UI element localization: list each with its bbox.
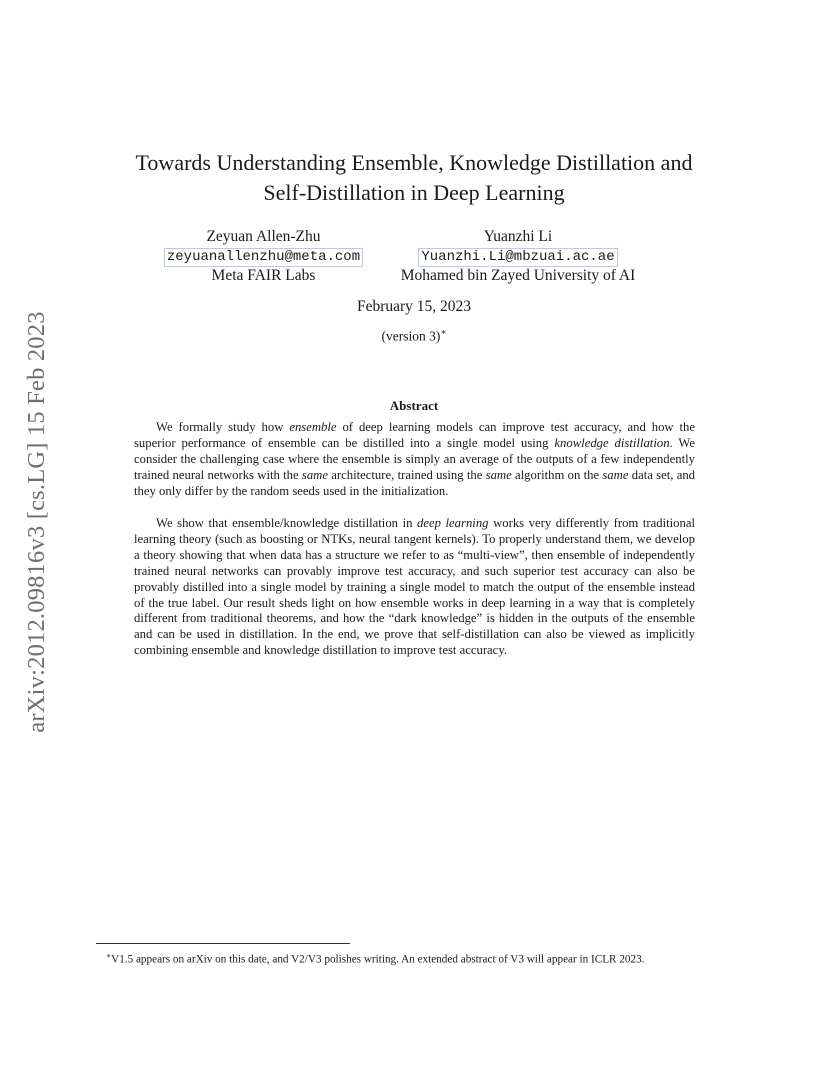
emphasis-run: same: [602, 467, 629, 482]
paper-title: [100, 148, 728, 208]
author-email-link[interactable]: Yuanzhi.Li@mbzuai.ac.ae: [418, 248, 617, 267]
abstract-paragraph-1: [134, 420, 695, 500]
emphasis-run: same: [301, 467, 328, 482]
text-run: We show that ensemble/knowledge distillation in: [156, 516, 418, 530]
text-run: works very differently from traditional learning theory (such as boosting or NTKs, neural tangent kernels). To properly understand them, we develop a theory showing that when data has a structure we refer to as “multi-view”, then ensemble of independently trained neural networks can provably improve test accuracy, and such superior test accuracy can also be provably distilled into a single model by training a single model to match the output of the ensemble instead of the true label. Our result sheds light on how ensemble works in deep learning in a way that is completely different from traditional theorems, and how the “dark knowledge” is hidden in the outputs of the ensemble and can be used in distillation. In the end, we prove that self-distillation can also be viewed as implicitly combining ensemble and knowledge distillation to improve test accuracy.: [134, 516, 696, 658]
emphasis-run: ensemble: [289, 420, 337, 434]
paper-date: February 15, 2023: [356, 298, 472, 315]
text-run: data set, and they only differ by the random seeds used in the initialization.: [134, 467, 696, 498]
version-text: (version 3): [381, 328, 441, 344]
author-block-2: [395, 228, 641, 285]
footnote: [96, 948, 732, 968]
footnote-text: V1.5 appears on arXiv on this date, and V2/V3 polishes writing. An extended abstract of V3 will appear in ICLR 2023.: [111, 953, 645, 966]
emphasis-run: knowledge distillation: [554, 435, 670, 450]
author-email-link[interactable]: zeyuanallenzhu@meta.com: [164, 248, 363, 267]
title-line-1: Towards Understanding Ensemble, Knowledge Distillation and: [135, 150, 693, 175]
author-name: Zeyuan Allen-Zhu: [206, 228, 321, 245]
footnote-mark[interactable]: ∗: [440, 327, 447, 337]
emphasis-run: deep learning: [417, 516, 489, 530]
text-run: algorithm on the: [511, 467, 603, 482]
title-line-2: Self-Distillation in Deep Learning: [263, 180, 565, 205]
abstract-paragraph-2: [134, 516, 695, 659]
author-affiliation: Meta FAIR Labs: [211, 266, 316, 284]
author-block-1: [162, 228, 365, 285]
author-name: Yuanzhi Li: [483, 228, 553, 245]
emphasis-run: same: [485, 467, 512, 482]
text-run: We formally study how: [156, 420, 290, 434]
text-run: architecture, trained using the: [327, 467, 486, 482]
abstract-heading: Abstract: [389, 398, 439, 413]
author-affiliation: Mohamed bin Zayed University of AI: [400, 266, 636, 284]
footnote-mark: ∗: [106, 951, 112, 960]
arxiv-identifier-stamp: arXiv:2012.09816v3 [cs.LG] 15 Feb 2023: [23, 311, 50, 733]
text-run: . We consider the challenging case where the ensemble is simply an average of the outputs of a few independently trained neural networks with the: [134, 435, 695, 482]
paper-version: [0, 327, 828, 345]
footnote-divider: [96, 943, 350, 944]
text-run: of deep learning models can improve test accuracy, and how the superior performance of ensemble can be distilled into a single model using: [134, 420, 695, 450]
